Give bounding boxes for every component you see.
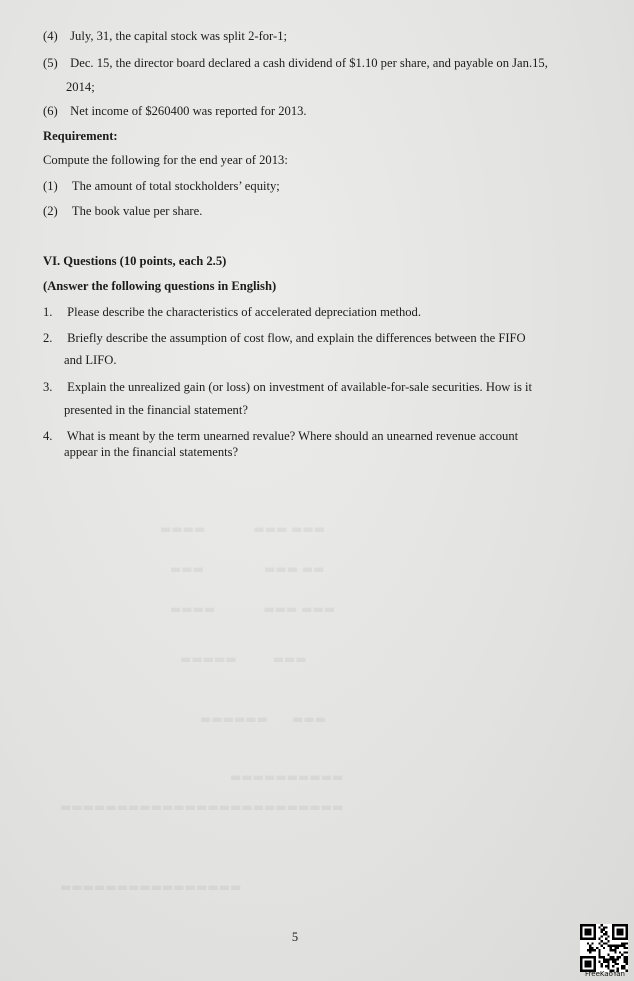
show-through: ▬▬▬▬▬▬▬▬▬▬▬▬▬▬▬▬▬▬▬▬▬▬▬▬▬ [60,800,344,814]
show-through: ▬▬▬▬▬▬▬▬▬▬▬▬▬▬▬▬ [60,880,242,894]
show-through: ▬▬▬▬▬▬▬▬▬▬ [230,770,344,784]
list-item: (1) The amount of total stockholders’ equity; [43,179,280,193]
show-through: ▬▬▬▬ ▬▬▬ ▬▬▬ [160,522,326,536]
list-item: (4) July, 31, the capital stock was split 2-for-1; [43,29,287,43]
question-item: 4. What is meant by the term unearned revalue? Where should an unearned revenue account [43,429,519,443]
list-item: (5) Dec. 15, the director board declared a cash dividend of $1.10 per share, and payable on Jan.15, [43,56,548,70]
show-through: ▬▬▬▬ ▬▬▬ ▬▬▬ [170,602,336,616]
question-item: 1. Please describe the characteristics of accelerated depreciation method. [43,305,421,319]
list-item: (2) The book value per share. [43,204,203,218]
question-continuation: and LIFO. [64,353,117,367]
question-item: 3. Explain the unrealized gain (or loss) on investment of available-for-sale securities. How is it [43,380,533,394]
requirement-heading: Requirement: [43,129,118,143]
section-subheading: (Answer the following questions in English) [43,279,277,293]
requirement-intro: Compute the following for the end year of 2013: [43,153,288,167]
show-through: ▬▬▬▬▬ ▬▬▬ [180,652,307,666]
watermark-label: FreeKaoYan [585,970,625,978]
page-number: 5 [291,930,299,944]
question-continuation: appear in the financial statements? [64,445,239,459]
section-heading: VI. Questions (10 points, each 2.5) [43,254,227,268]
list-item: (6) Net income of $260400 was reported for 2013. [43,104,307,118]
question-continuation: presented in the financial statement? [64,403,248,417]
show-through: ▬▬▬▬▬▬ ▬▬▬ [200,712,327,726]
list-item-continuation: 2014; [66,80,95,94]
qr-code-icon [580,924,628,972]
show-through: ▬▬▬ ▬▬▬ ▬▬ [170,562,325,576]
question-item: 2. Briefly describe the assumption of cost flow, and explain the differences between the FIFO [43,331,526,345]
